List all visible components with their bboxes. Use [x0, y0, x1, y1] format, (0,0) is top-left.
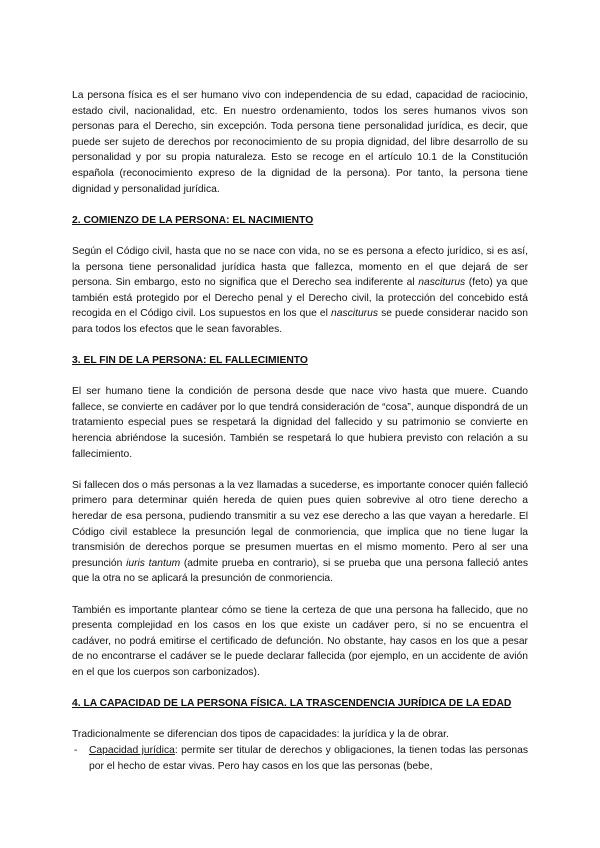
- section-3-paragraph-3: También es importante plantear cómo se tiene la certeza de que una persona ha fallecido, que no presenta complejidad en los casos en los que existe un cadáver pero, si no se encuentra el cadáver, no podrá emitirse el certificado de defunción. No obstante, hay casos en los que a pesar de no encontrarse el cadáver se le puede declarar fallecida (por ejemplo, en un accidente de avión en el que los cuerpos son carbonizados).: [72, 604, 528, 678]
- section-3-paragraph-2: Si fallecen dos o más personas a la vez llamadas a sucederse, es importante conocer quién falleció primero para determinar quién hereda de quien pues quien sobrevive al otro tiene derecho a heredar de esa persona, pudiendo transmitir a su vez ese derecho a las que vayan a heredarle. El Código civil establece la presunción legal de conmoriencia, que implica que no tiene lugar la transmisión de derechos porque se presumen muertas en el mismo momento. Pero al ser una presunción iuris tantum (admite prueba en contrario), si se prueba que una persona falleció antes que la otra no se aplicará la presunción de conmoriencia.: [72, 479, 528, 585]
- section-3-heading: 3. EL FIN DE LA PERSONA: EL FALLECIMIENTO: [72, 355, 308, 367]
- section-4-heading: 4. LA CAPACIDAD DE LA PERSONA FÍSICA. LA TRASCENDENCIA JURÍDICA DE LA EDAD: [72, 698, 512, 710]
- nasciturus-term: nasciturus: [418, 277, 466, 289]
- section-2-paragraph: Según el Código civil, hasta que no se nace con vida, no se es persona a efecto jurídico, si es así, la persona tiene personalidad jurídica hasta que fallezca, momento en el que dejará de ser persona. Sin embargo, esto no significa que el Derecho sea indiferente al nasciturus (feto) ya que también está protegido por el Derecho penal y el Derecho civil, la protección del concebido está recogida en el Código civil. Los supuestos en los que el nasciturus se puede considerar nacido son para todos los efectos que le sean favorables.: [72, 245, 529, 335]
- nasciturus-term: nasciturus: [331, 308, 378, 320]
- section-2-heading: 2. COMIENZO DE LA PERSONA: EL NACIMIENTO: [72, 214, 314, 226]
- capacidad-juridica-term: Capacidad jurídica: [89, 744, 175, 756]
- capacity-list: [72, 743, 528, 774]
- iuris-tantum-term: iuris tantum: [126, 557, 181, 569]
- intro-paragraph: La persona física es el ser humano vivo con independencia de su edad, capacidad de raciocinio, estado civil, nacionalidad, etc. En nuestro ordenamiento, todos los seres humanos vivos son personas para el Derecho, sin excepción. Toda persona tiene personalidad jurídica, es decir, que puede ser sujeto de derechos por reconocimiento de su propia dignidad, del libre desarrollo de su personalidad y por su propia naturaleza. Esto se recoge en el artículo 10.1 de la Constitución española (reconocimiento expreso de la dignidad de la persona). Por tanto, la persona tiene dignidad y personalidad jurídica.: [72, 90, 528, 195]
- section-4-paragraph: Tradicionalmente se diferencian dos tipos de capacidades: la jurídica y la de obrar.: [72, 729, 449, 741]
- list-item: - Capacidad jurídica: permite ser titular de derechos y obligaciones, la tienen todas las personas por el hecho de estar vivas. Pero hay casos en los que las personas (bebe,: [72, 743, 528, 774]
- section-3-paragraph-1: El ser humano tiene la condición de persona desde que nace vivo hasta que muere. Cuando fallece, se convierte en cadáver por lo que tendrá consideración de “cosa”, aunque dispondrá de un tratamiento especial pues se respetará la dignidad del fallecido y su patrimonio se convierte en herencia abriéndose la sucesión. También se respetará lo que hubiera previsto con relación a su fallecimiento.: [72, 386, 528, 460]
